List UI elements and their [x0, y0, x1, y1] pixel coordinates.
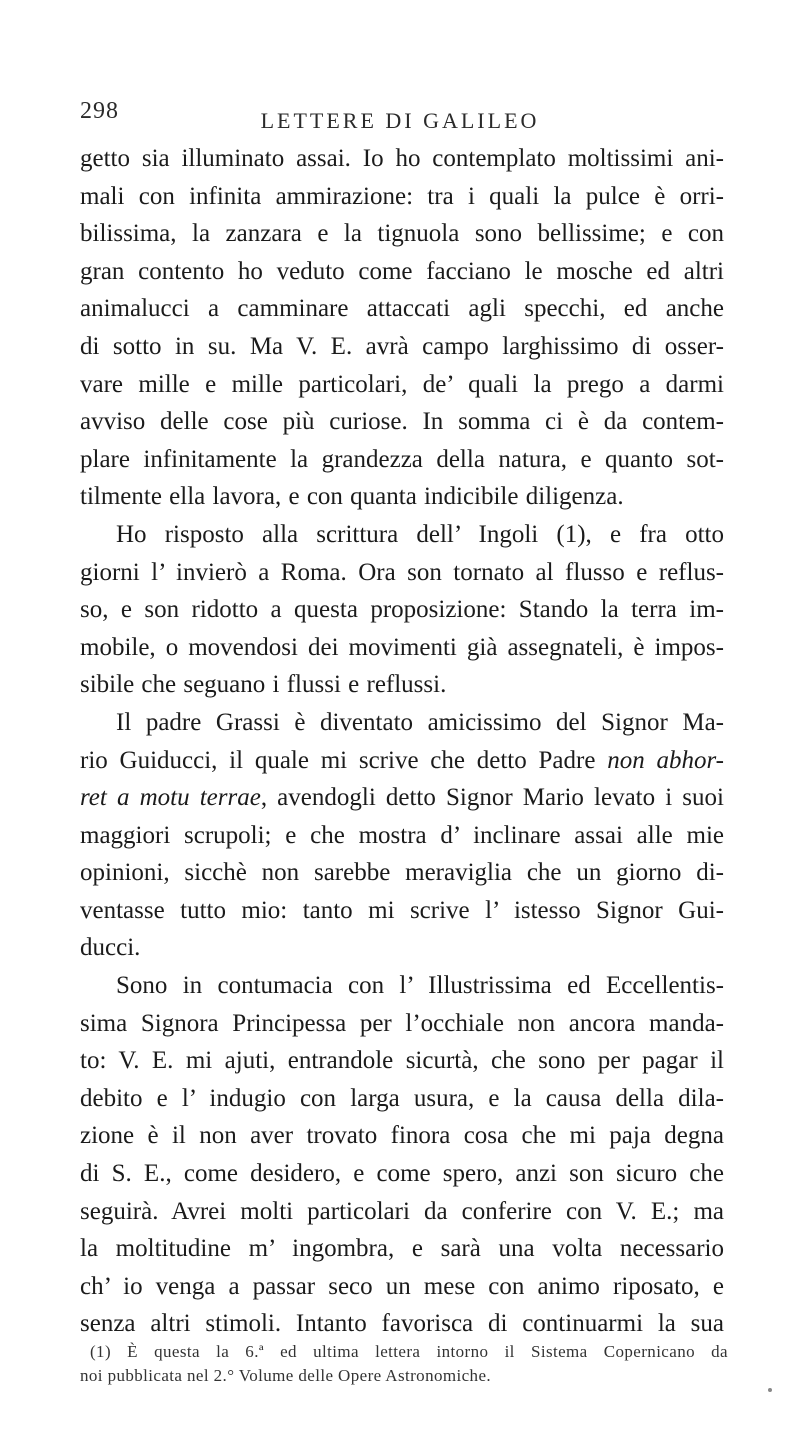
text-line: ret a motu terrae, avendogli detto Signor Mario levato i suoi: [80, 784, 724, 812]
page-speck: [768, 1388, 772, 1392]
footnote: [80, 1340, 728, 1388]
text-line: ducci.: [80, 934, 141, 962]
text-line: la moltitudine m’ ingombra, e sarà una volta necessario: [80, 1235, 724, 1263]
text-line: Ho risposto alla scrittura dell’ Ingoli (1), e fra otto: [116, 520, 724, 548]
text-line: plare infinitamente la grandezza della natura, e quanto sot-: [80, 445, 724, 473]
text-line: so, e son ridotto a questa proposizione: Stando la terra im-: [80, 596, 724, 624]
text-line: maggiori scrupoli; e che mostra d’ inclinare assai alle mie: [80, 821, 724, 849]
text-line: debito e l’ indugio con larga usura, e la causa della dila-: [80, 1084, 724, 1112]
text-line: sibile che seguano i flussi e reflussi.: [80, 671, 447, 699]
text-line: gran contento ho veduto come facciano le mosche ed altri: [80, 257, 724, 285]
footnote-line: (1) È questa la 6.ª ed ultima lettera intorno il Sistema Copernicano da: [90, 1342, 728, 1361]
text-line: seguirà. Avrei molti particolari da conferire con V. E.; ma: [80, 1197, 724, 1225]
text-line: tilmente ella lavora, e con quanta indicibile diligenza.: [80, 483, 624, 511]
text-line: sima Signora Principessa per l’occhiale non ancora manda-: [80, 1009, 724, 1037]
text-line: avviso delle cose più curiose. In somma ci è da contem-: [80, 408, 724, 436]
text-line: to: V. E. mi ajuti, entrandole sicurtà, che sono per pagar il: [80, 1047, 724, 1075]
text-line: Sono in contumacia con l’ Illustrissima ed Eccellentis-: [116, 972, 724, 1000]
text-line: getto sia illuminato assai. Io ho contemplato moltissimi ani-: [80, 145, 724, 172]
footnote-line: noi pubblicata nel 2.° Volume delle Opere Astronomiche.: [80, 1366, 492, 1385]
text-line: zione è il non aver trovato finora cosa che mi paja degna: [80, 1122, 724, 1150]
text-line: opinioni, sicchè non sarebbe meraviglia che un giorno di-: [80, 859, 724, 887]
text-line: Il padre Grassi è diventato amicissimo del Signor Ma-: [116, 708, 724, 736]
text-line: bilissima, la zanzara e la tignuola sono bellissime; e con: [80, 220, 724, 248]
text-line: giorni l’ invierò a Roma. Ora son tornato al flusso e reflus-: [80, 558, 724, 586]
text-line: mobile, o movendosi dei movimenti già assegnateli, è impos-: [80, 633, 724, 661]
body-text: [80, 140, 724, 1343]
text-line: di sotto in su. Ma V. E. avrà campo larghissimo di osser-: [80, 332, 724, 360]
text-line: ch’ io venga a passar seco un mese con animo riposato, e: [80, 1272, 724, 1300]
text-line: vare mille e mille particolari, de’ quali la prego a darmi: [80, 370, 724, 398]
page-number: 298: [80, 98, 119, 124]
text-line: mali con infinita ammirazione: tra i quali la pulce è orri-: [80, 182, 724, 210]
text-line: senza altri stimoli. Intanto favorisca di continuarmi la sua: [80, 1310, 724, 1338]
text-line: animalucci a camminare attaccati agli specchi, ed anche: [80, 295, 724, 323]
running-title: LETTERE DI GALILEO: [260, 108, 540, 133]
text-line: ventasse tutto mio: tanto mi scrive l’ istesso Signor Gui-: [80, 896, 724, 924]
text-line: di S. E., come desidero, e come spero, anzi son sicuro che: [80, 1160, 724, 1188]
text-line: rio Guiducci, il quale mi scrive che detto Padre non abhor-: [80, 746, 724, 774]
